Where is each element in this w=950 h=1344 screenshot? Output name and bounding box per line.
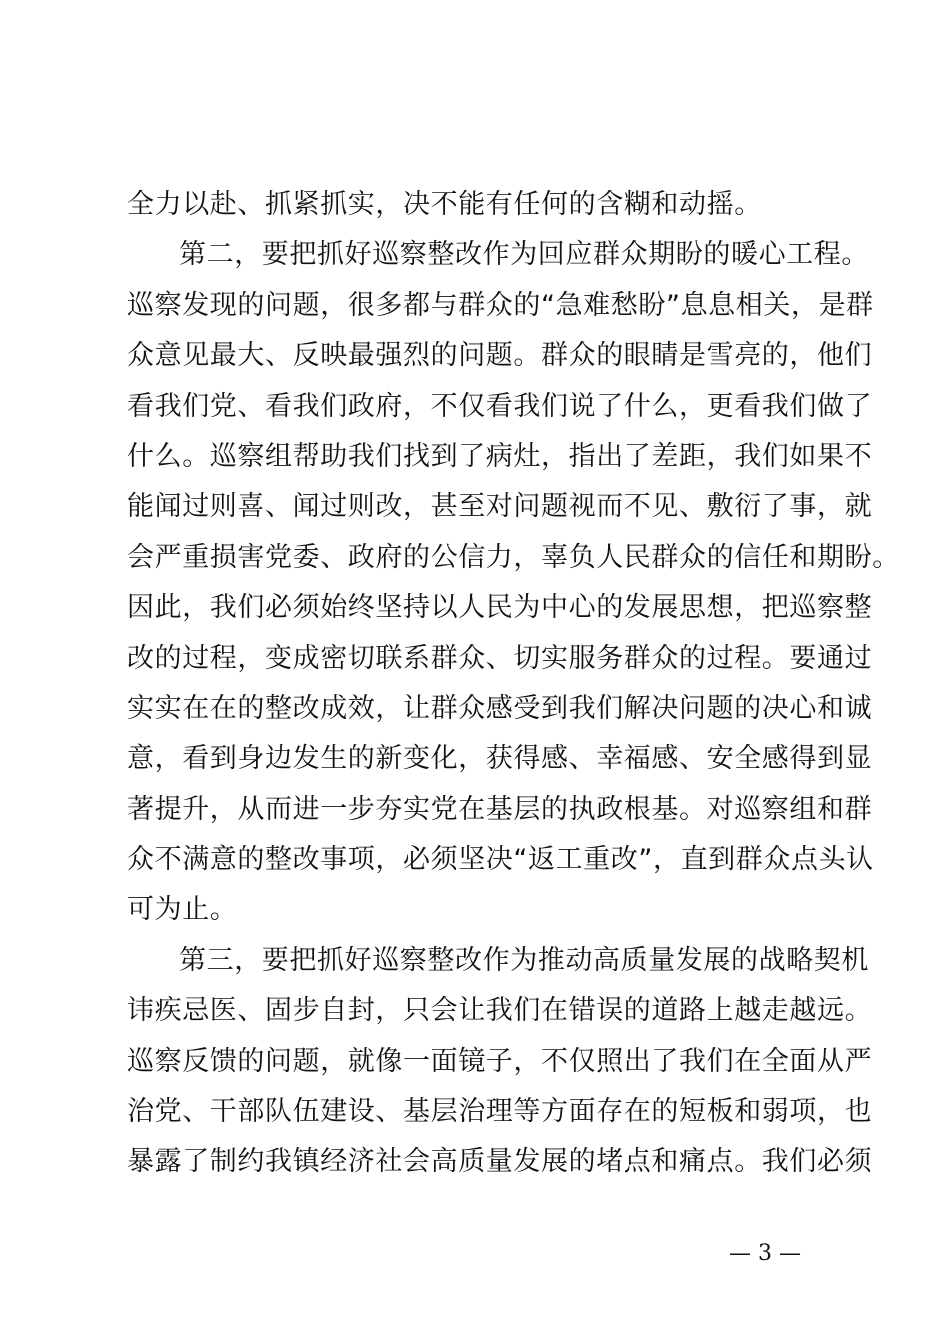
- page-number: — 3 —: [729, 1241, 801, 1266]
- text-line: 看我们党、看我们政府，不仅看我们说了什么，更看我们做了: [127, 390, 873, 422]
- text-line: 改的过程，变成密切联系群众、切实服务群众的过程。要通过: [127, 642, 873, 674]
- text-line: 暴露了制约我镇经济社会高质量发展的堵点和痛点。我们必须: [127, 1146, 873, 1178]
- text-line: 巡察反馈的问题，就像一面镜子，不仅照出了我们在全面从严: [127, 1045, 873, 1077]
- text-line: 会严重损害党委、政府的公信力，辜负人民群众的信任和期盼。: [127, 541, 900, 573]
- text-line: 众不满意的整改事项，必须坚决“返工重改”，直到群众点头认: [127, 844, 874, 876]
- text-line: 巡察发现的问题，很多都与群众的“急难愁盼”息息相关，是群: [127, 289, 874, 321]
- text-line: 实实在在的整改成效，让群众感受到我们解决问题的决心和诚: [127, 692, 873, 724]
- text-line: 意，看到身边发生的新变化，获得感、幸福感、安全感得到显: [127, 743, 873, 775]
- text-line: 能闻过则喜、闻过则改，甚至对问题视而不见、敷衍了事，就: [127, 491, 873, 523]
- text-line: 可为止。: [127, 894, 238, 926]
- text-line: 全力以赴、抓紧抓实，决不能有任何的含糊和动摇。: [127, 189, 762, 220]
- text-line: 讳疾忌医、固步自封，只会让我们在错误的道路上越走越远。: [127, 995, 873, 1027]
- paragraph-start-line: 第三，要把抓好巡察整改作为推动高质量发展的战略契机: [179, 944, 869, 976]
- text-line: 因此，我们必须始终坚持以人民为中心的发展思想，把巡察整: [127, 592, 873, 624]
- text-line: 什么。巡察组帮助我们找到了病灶，指出了差距，我们如果不: [127, 440, 873, 472]
- text-line: 治党、干部队伍建设、基层治理等方面存在的短板和弱项，也: [127, 1096, 873, 1128]
- body-text: [127, 180, 900, 1188]
- text-line: 众意见最大、反映最强烈的问题。群众的眼睛是雪亮的，他们: [127, 340, 873, 372]
- paragraph-start-line: 第二，要把抓好巡察整改作为回应群众期盼的暖心工程。: [179, 239, 869, 271]
- text-line: 著提升，从而进一步夯实党在基层的执政根基。对巡察组和群: [127, 793, 873, 825]
